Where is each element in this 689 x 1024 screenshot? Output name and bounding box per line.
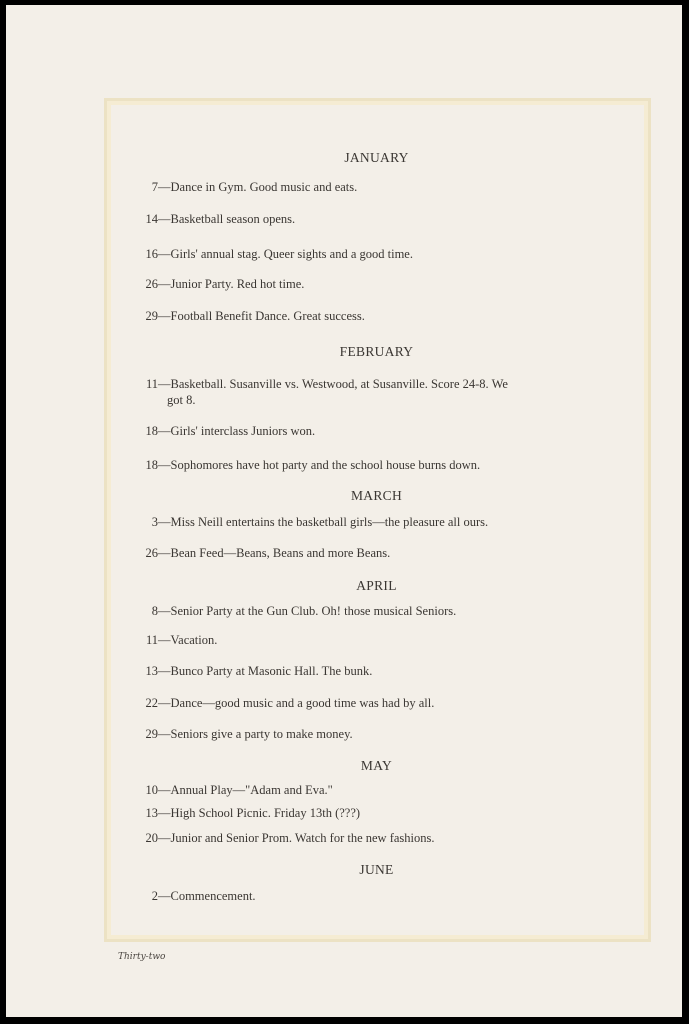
- calendar-entry: 26—Bean Feed—Beans, Beans and more Beans.: [136, 545, 616, 561]
- month-heading-june: JUNE: [359, 862, 394, 877]
- yearbook-page: [6, 5, 682, 1017]
- entry-day: 3: [151, 515, 158, 529]
- month-heading-april: APRIL: [356, 578, 397, 593]
- calendar-entry: 3—Miss Neill entertains the basketball girls—the pleasure all ours.: [136, 514, 616, 530]
- entry-day: 13: [145, 806, 158, 820]
- entry-text: Basketball. Susanville vs. Westwood, at Susanville. Score 24-8. We: [170, 377, 508, 391]
- entry-text: Bean Feed—Beans, Beans and more Beans.: [170, 546, 391, 560]
- entry-day: 11: [145, 633, 158, 647]
- entry-day: 22: [145, 696, 158, 710]
- entry-text: Bunco Party at Masonic Hall. The bunk.: [170, 664, 373, 678]
- calendar-entry: 8—Senior Party at the Gun Club. Oh! those musical Seniors.: [136, 603, 616, 619]
- entry-day: 26: [145, 277, 158, 291]
- entry-day: 18: [145, 424, 158, 438]
- entry-text: High School Picnic. Friday 13th (???): [170, 806, 361, 820]
- entry-text-continued: got 8.: [167, 393, 196, 407]
- entry-text: Dance in Gym. Good music and eats.: [170, 180, 358, 194]
- entry-day: 29: [145, 727, 158, 741]
- entry-text: Senior Party at the Gun Club. Oh! those musical Seniors.: [170, 604, 457, 618]
- calendar-entry: 13—Bunco Party at Masonic Hall. The bunk.: [136, 663, 616, 679]
- entry-day: 14: [145, 212, 158, 226]
- entry-text: Girls' annual stag. Queer sights and a good time.: [170, 247, 413, 261]
- entry-text: Junior Party. Red hot time.: [170, 277, 305, 291]
- entry-text: Basketball season opens.: [170, 212, 296, 226]
- month-heading-march: MARCH: [350, 488, 402, 503]
- entry-day: 20: [145, 831, 158, 845]
- entry-text: Seniors give a party to make money.: [170, 727, 353, 741]
- calendar-entry: 20—Junior and Senior Prom. Watch for the new fashions.: [136, 830, 616, 846]
- calendar-entry: 16—Girls' annual stag. Queer sights and a good time.: [136, 246, 616, 262]
- month-heading-february: FEBRUARY: [339, 344, 414, 359]
- calendar-entry: 11—Basketball. Susanville vs. Westwood, at Susanville. Score 24-8. We got 8.: [136, 376, 616, 408]
- calendar-entry: 18—Girls' interclass Juniors won.: [136, 423, 616, 439]
- entry-text: Miss Neill entertains the basketball girls—the pleasure all ours.: [170, 515, 489, 529]
- calendar-entry: 13—High School Picnic. Friday 13th (???): [136, 805, 616, 821]
- calendar-entry: 26—Junior Party. Red hot time.: [136, 276, 616, 292]
- entry-day: 26: [145, 546, 158, 560]
- entry-text: Sophomores have hot party and the school house burns down.: [170, 458, 481, 472]
- calendar-entry: 29—Football Benefit Dance. Great success.: [136, 308, 616, 324]
- entry-day: 8: [151, 604, 158, 618]
- entry-day: 16: [145, 247, 158, 261]
- page-number: Thirty-two: [118, 952, 166, 962]
- entry-day: 18: [145, 458, 158, 472]
- entry-text: Girls' interclass Juniors won.: [170, 424, 316, 438]
- calendar-entry: 22—Dance—good music and a good time was had by all.: [136, 695, 616, 711]
- calendar-entry: 18—Sophomores have hot party and the school house burns down.: [136, 457, 616, 473]
- calendar-entry: 2—Commencement.: [136, 888, 616, 904]
- calendar-entry: 11—Vacation.: [136, 632, 616, 648]
- calendar-entry: 10—Annual Play—"Adam and Eva.": [136, 782, 616, 798]
- entry-text: Commencement.: [170, 889, 256, 903]
- calendar-entry: 29—Seniors give a party to make money.: [136, 726, 616, 742]
- entry-text: Football Benefit Dance. Great success.: [170, 309, 365, 323]
- entry-text: Vacation.: [170, 633, 218, 647]
- month-heading-january: JANUARY: [344, 150, 409, 165]
- month-heading-may: MAY: [360, 758, 393, 773]
- entry-text: Dance—good music and a good time was had by all.: [170, 696, 435, 710]
- entry-day: 2: [151, 889, 158, 903]
- entry-day: 7: [151, 180, 158, 194]
- entry-day: 13: [145, 664, 158, 678]
- entry-text: Junior and Senior Prom. Watch for the new fashions.: [170, 831, 435, 845]
- entry-day: 29: [145, 309, 158, 323]
- entry-day: 10: [145, 783, 158, 797]
- calendar-entry: 14—Basketball season opens.: [136, 211, 616, 227]
- calendar-entry: 7—Dance in Gym. Good music and eats.: [136, 179, 616, 195]
- entry-day: 11: [145, 377, 158, 391]
- entry-text: Annual Play—"Adam and Eva.": [170, 783, 333, 797]
